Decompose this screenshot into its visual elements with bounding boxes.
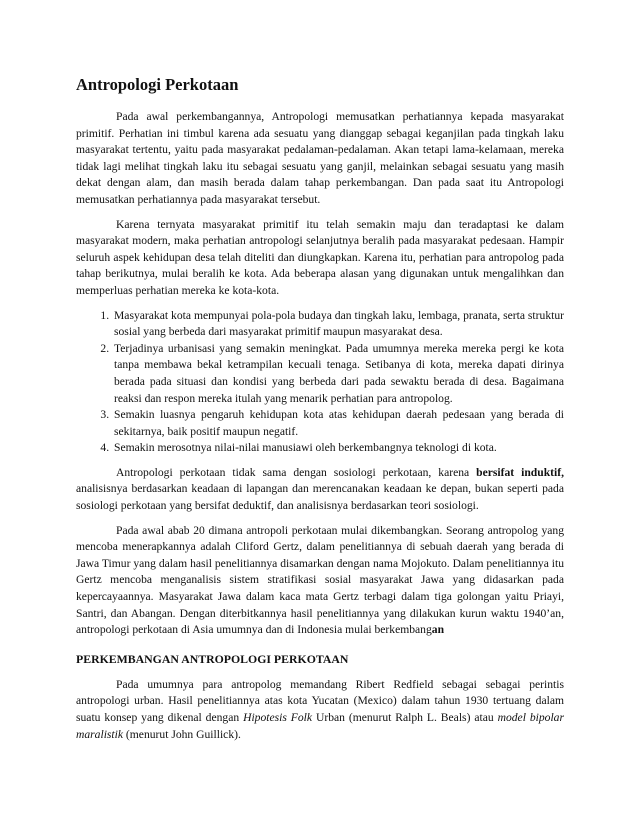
- paragraph-5-italic-1: Hipotesis Folk: [243, 711, 313, 724]
- document-title: Antropologi Perkotaan: [76, 75, 239, 94]
- reasons-list: [76, 308, 564, 457]
- paragraph-5-text-b: Urban (menurut Ralph L. Beals) atau: [312, 711, 498, 724]
- paragraph-3-text-b: analisisnya berdasarkan keadaan di lapangan dan merencanakan keadaan ke depan, bukan seperti pada sosiologi perkotaan yang bersifat deduktif, dan analisisnya berdasarkan teori sosiologi.: [76, 482, 564, 513]
- paragraph-3-bold: bersifat induktif,: [476, 465, 564, 479]
- paragraph-4-text: Pada awal abab 20 dimana antropoli perkotaan mulai dikembangkan. Seorang antropolog yang mencoba menerapkannya adalah Cliford Gertz, dalam penelitiannya di sebuah daerah yang berada di Jawa Timur yang dalam hasil penelitiannya disamarkan dengan nama Mojokuto. Dalam penelitiannya itu Gertz mencoba menganalisis sistem stratifikasi sosial masyarakat Jawa yang didasarkan pada kepercayaannya. Masyarakat Jawa dalam kaca mata Gertz terbagi dalam tiga golongan yaitu Priayi, Santri, dan Abangan. Dengan diterbitkannya hasil penelitiannya yang dilakukan kurun waktu 1940’an, antropologi perkotaan di Asia umumnya dan di Indonesia mulai berkembang: [76, 523, 564, 637]
- list-item: 2. Terjadinya urbanisasi yang semakin meningkat. Pada umumnya mereka mereka pergi ke kota tanpa membawa bekal ketrampilan kecuali tenaga. Setibanya di kota, mereka dapati dirinya berada pada situasi dan kondisi yang berbeda dari pada sewaktu berada di desa. Bagaimana reaksi dan respon mereka itulah yang menarik perhatian para antropolog.: [112, 341, 564, 407]
- paragraph-5-text-a: Pada umumnya para antropolog memandang Ribert Redfield sebagai sebagai perintis antropologi urban. Hasil penelitiannya atas kota Yucatan (Mexico) dalam tahun 1930 tertuang dalam suatu konsep yang dikenal dengan: [76, 677, 564, 724]
- section-heading: PERKEMBANGAN ANTROPOLOGI PERKOTAAN: [76, 651, 349, 666]
- paragraph-5: [76, 677, 564, 743]
- list-item: 4. Semakin merosotnya nilai-nilai manusiawi oleh berkembangnya teknologi di kota.: [112, 440, 564, 457]
- paragraph-3-text-a: Antropologi perkotaan tidak sama dengan sosiologi perkotaan, karena: [116, 465, 477, 479]
- paragraph-2: Karena ternyata masyarakat primitif itu telah semakin maju dan teradaptasi ke dalam masyarakat modern, maka perhatian antropologi selanjutnya beralih pada masyarakat pedesaan. Hampir seluruh aspek kehidupan desa telah diteliti dan diungkapkan. Karena itu, perhatian para antropolog pada tahap berikutnya, mulai beralih ke kota. Ada beberapa alasan yang digunakan untuk mengalihkan dan memperluas perhatian mereka ke kota-kota.: [76, 217, 564, 297]
- list-item: 1. Masyarakat kota mempunyai pola-pola budaya dan tingkah laku, lembaga, pranata, serta struktur sosial yang berbeda dari masyarakat primitif maupun masyarakat desa.: [112, 308, 564, 341]
- paragraph-1: Pada awal perkembangannya, Antropologi memusatkan perhatiannya kepada masyarakat primitif. Perhatian ini timbul karena ada sesuatu yang dianggap sebagai keganjilan pada tingkah laku masyarakat tertentu, yaitu pada masyarakat pedalaman-pedalaman. Akan tetapi lama-kelamaan, mereka tidak lagi melihat tingkah laku itu sebagai sesuatu yang ganjil, melainkan sebagai sesuatu yang masih dekat dengan alam, dan masih berada dalam tahap perkembangan. Dan pada saat itu Antropologi memusatkan perhatiannya pada masyarakat tersebut.: [76, 110, 564, 206]
- paragraph-5-text-c: (menurut John Guillick).: [123, 727, 241, 741]
- paragraph-3: [76, 465, 564, 515]
- paragraph-5-italic-2: model bipolar maralistik: [76, 711, 564, 741]
- document-body: [76, 75, 564, 751]
- list-item: 3. Semakin luasnya pengaruh kehidupan kota atas kehidupan daerah pedesaan yang berada di sekitarnya, baik positif maupun negatif.: [112, 407, 564, 440]
- paragraph-4-bold: an: [431, 623, 445, 637]
- paragraph-4: [76, 523, 564, 639]
